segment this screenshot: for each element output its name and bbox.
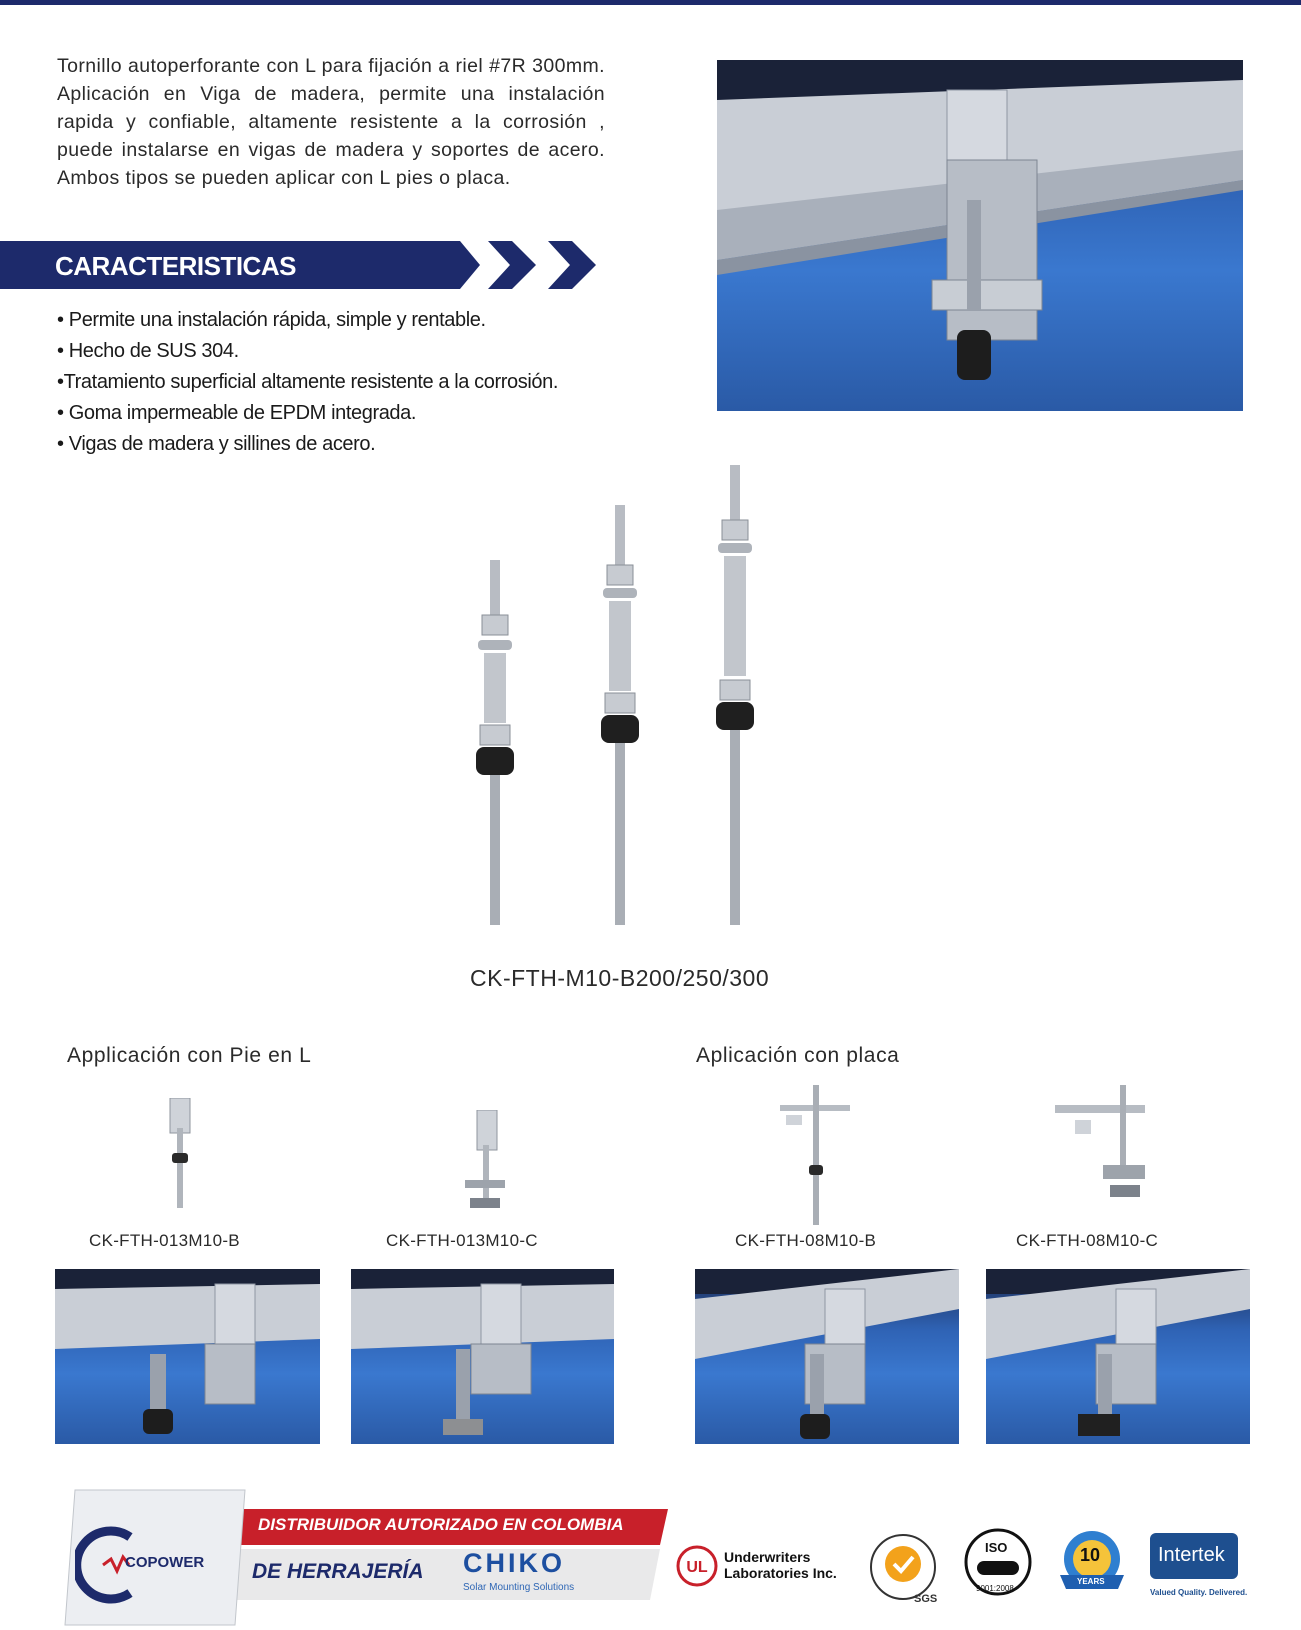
- feature-item: •Tratamiento superficial altamente resistente a la corrosión.: [57, 371, 558, 393]
- plate-c-image: [1055, 1085, 1155, 1205]
- feature-item: • Goma impermeable de EPDM integrada.: [57, 402, 417, 424]
- l-foot-title: Applicación con Pie en L: [67, 1044, 312, 1067]
- screw-300: [716, 465, 754, 925]
- plate-b-image: [780, 1085, 850, 1225]
- code-l-foot-c: CK-FTH-013M10-C: [386, 1231, 538, 1250]
- iso-label: ISO: [985, 1540, 1008, 1555]
- screw-250: [601, 505, 639, 925]
- copower-wordmark: COPOWER: [125, 1554, 205, 1571]
- feature-item: • Permite una instalación rápida, simple y rentable.: [57, 309, 486, 331]
- l-foot-c-image: [455, 1110, 515, 1210]
- features-list: [57, 305, 605, 460]
- installation-photo: [717, 60, 1243, 411]
- screw-200: [476, 560, 514, 925]
- ul-line-1: Underwriters: [724, 1549, 811, 1565]
- chevron-icon: [488, 241, 536, 289]
- feature-item: • Vigas de madera y sillines de acero.: [57, 433, 376, 455]
- distributor-line-2: DE HERRAJERÍA: [252, 1560, 424, 1583]
- code-l-foot-b: CK-FTH-013M10-B: [89, 1231, 240, 1250]
- years-label: YEARS: [1077, 1577, 1105, 1586]
- photo-l-foot-c: [351, 1269, 614, 1444]
- top-rule: [0, 0, 1301, 5]
- chiko-sub: Solar Mounting Solutions: [463, 1582, 575, 1593]
- chiko-logo: CHIKO: [463, 1548, 565, 1578]
- product-code-label: CK-FTH-M10-B200/250/300: [470, 965, 770, 991]
- photo-plate-c: [986, 1269, 1250, 1444]
- features-title: CARACTERISTICAS: [55, 251, 296, 281]
- feature-item: • Hecho de SUS 304.: [57, 340, 239, 362]
- code-plate-c: CK-FTH-08M10-C: [1016, 1231, 1159, 1250]
- code-plate-b: CK-FTH-08M10-B: [735, 1231, 877, 1250]
- ul-logo-icon: [676, 1545, 718, 1587]
- ul-text: [724, 1549, 837, 1581]
- photo-l-foot-b: [55, 1269, 320, 1444]
- ul-line-2: Laboratories Inc.: [724, 1565, 837, 1581]
- intertek-label: Intertek: [1158, 1544, 1225, 1566]
- sgs-seal-icon: [868, 1532, 938, 1602]
- distributor-line-1: DISTRIBUIDOR AUTORIZADO EN COLOMBIA: [258, 1515, 624, 1534]
- photo-plate-b: [695, 1269, 959, 1444]
- iso-sub: 9001:2008: [976, 1584, 1014, 1593]
- intro-paragraph: Tornillo autoperforante con L para fijación a riel #7R 300mm. Aplicación en Viga de madera, permite una instalación rapida y confiable, altamente resistente a la corrosión , puede instalarse en vigas de madera y soportes de acero. Ambos tipos se pueden aplicar con L pies o placa.: [57, 55, 605, 189]
- plate-title: Aplicación con placa: [696, 1044, 900, 1067]
- screw-product-image: [440, 465, 800, 945]
- l-foot-b-image: [155, 1098, 205, 1208]
- years-number: 10: [1080, 1545, 1101, 1565]
- chevron-icon: [548, 241, 596, 289]
- sgs-label: SGS: [914, 1593, 938, 1605]
- intertek-sub: Valued Quality. Delivered.: [1150, 1588, 1248, 1597]
- svg-text:UL: UL: [686, 1559, 708, 1576]
